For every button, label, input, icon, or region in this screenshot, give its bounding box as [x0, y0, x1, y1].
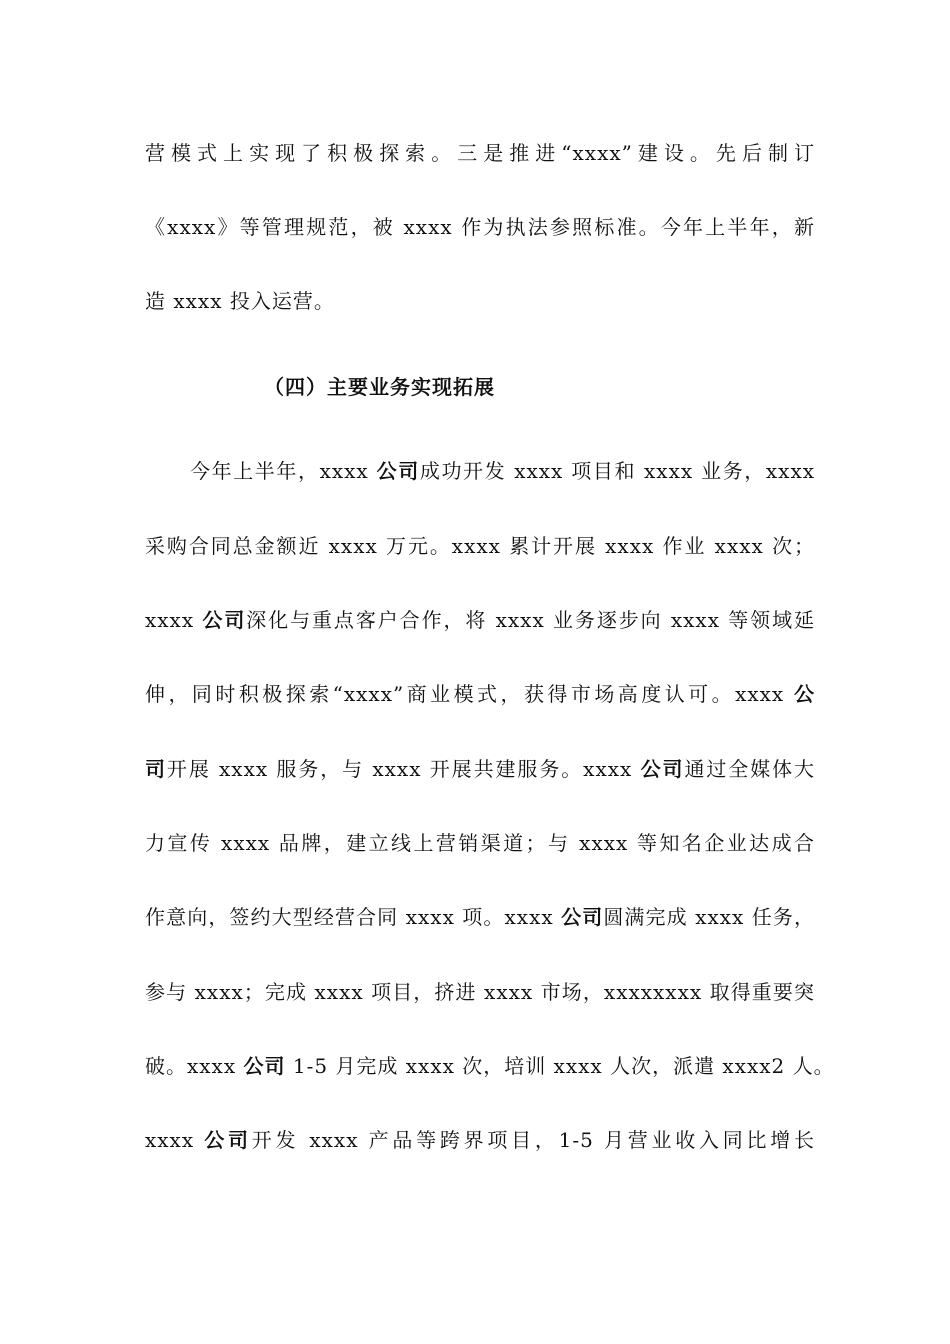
paragraph-line [145, 899, 815, 935]
text-run: 伸，同时积极探索“xxxx”商业模式，获得市场高度认可。xxxx [145, 682, 794, 706]
paragraph-line [145, 751, 815, 787]
bold-text: 公 [794, 682, 815, 706]
text-run: 今年上半年，xxxx [190, 459, 377, 483]
paragraph-line [145, 676, 815, 712]
bold-text: 公司 [202, 608, 247, 632]
paragraph-line: 采购合同总金额近 xxxx 万元。xxxx 累计开展 xxxx 作业 xxxx 次； [145, 534, 815, 558]
text-run: xxxx [145, 608, 203, 632]
text-run: 成功开发 xxxx 项目和 xxxx 业务，xxxx [419, 459, 816, 483]
paragraph-line [145, 1122, 815, 1158]
text-run: 作意向，签约大型经营合同 xxxx 项。xxxx [145, 905, 562, 929]
bold-text: 公司 [376, 459, 420, 483]
paragraph-line: 《xxxx》等管理规范，被 xxxx 作为执法参照标准。今年上半年，新 [145, 215, 815, 239]
paragraph-line: 参与 xxxx；完成 xxxx 项目，挤进 xxxx 市场，xxxxxxxx 取得重要突 [145, 980, 815, 1004]
paragraph-line: 造 xxxx 投入运营。 [145, 289, 335, 313]
section-heading: （四）主要业务实现拓展 [264, 375, 495, 399]
text-run: xxxx [145, 1128, 205, 1152]
bold-text: 公司 [243, 1054, 286, 1078]
bold-text: 公司 [204, 1128, 252, 1152]
bold-text: 公司 [640, 757, 685, 781]
paragraph-line: 营模式上实现了积极探索。三是推进“xxxx”建设。先后制订 [145, 141, 815, 165]
text-run: 破。xxxx [145, 1054, 244, 1078]
text-run: 圆满完成 xxxx 任务， [603, 905, 816, 929]
paragraph-line [145, 602, 815, 638]
text-run: 开展 xxxx 服务，与 xxxx 开展共建服务。xxxx [166, 757, 641, 781]
text-run: 开发 xxxx 产品等跨界项目，1-5 月营业收入同比增长 [251, 1128, 815, 1152]
paragraph-line: 力宣传 xxxx 品牌，建立线上营销渠道；与 xxxx 等知名企业达成合 [145, 831, 815, 855]
bold-text: 公司 [561, 905, 604, 929]
paragraph-line [145, 1048, 835, 1084]
text-run: 通过全媒体大 [684, 757, 816, 781]
text-run: 1-5 月完成 xxxx 次，培训 xxxx 人次，派遣 xxxx2 人。 [285, 1054, 835, 1078]
bold-text: 司 [145, 757, 167, 781]
paragraph-line [190, 453, 815, 489]
text-run: 深化与重点客户合作，将 xxxx 业务逐步向 xxxx 等领域延 [246, 608, 816, 632]
